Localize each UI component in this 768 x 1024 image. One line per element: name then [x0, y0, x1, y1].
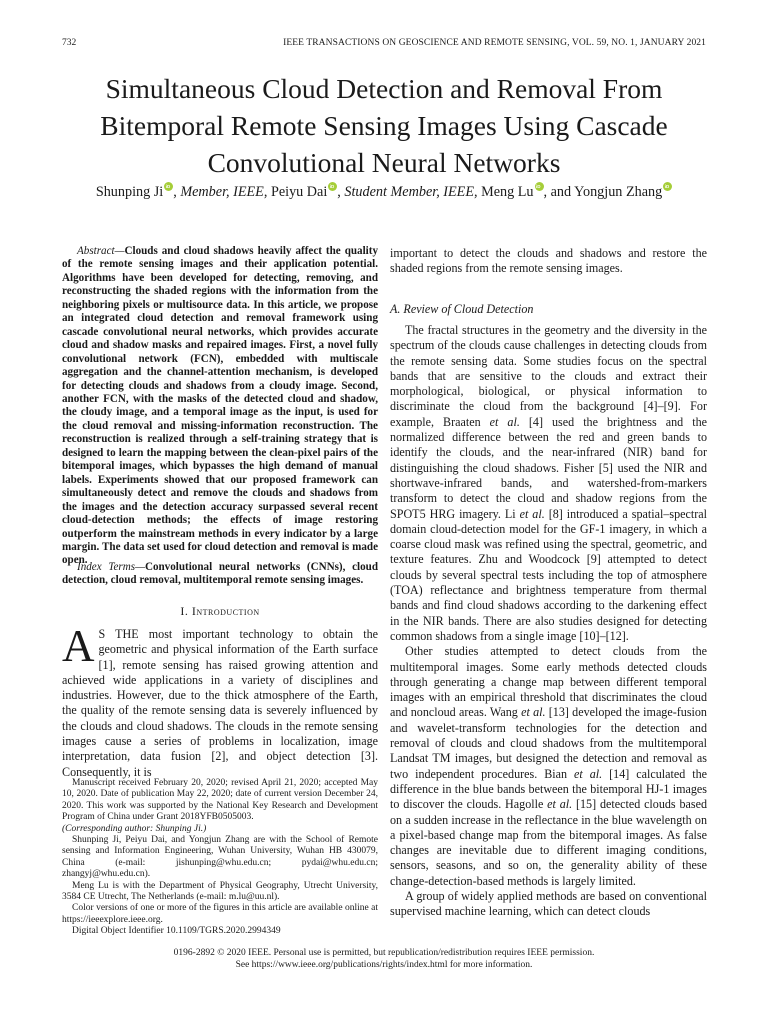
- drop-cap: A: [62, 621, 95, 671]
- section-heading: [62, 604, 378, 619]
- footnote-color: Color versions of one or more of the figures in this article are available online at https://ieeexplore.ieee.org.: [62, 903, 378, 925]
- paper-title: [40, 70, 728, 181]
- footnote-manuscript: Manuscript received February 20, 2020; revised April 21, 2020; accepted May 10, 2020. Date of publication May 22, 2020; date of current version December 24, 2020. This work was supported by the National Key Research and Development Program of China under Grant 2018YFB0505003. (Corresponding author: Shunping Ji.): [62, 778, 378, 834]
- copyright-notice: 0196-2892 © 2020 IEEE. Personal use is permitted, but republication/redistribution requires IEEE permission. See https://www.ieee.org/publications/rights/index.html for more information.: [173, 948, 595, 970]
- subsection-heading: A. Review of Cloud Detection: [390, 302, 534, 316]
- footnote-affiliation: Meng Lu is with the Department of Physical Geography, Utrecht University, 3584 CE Utrecht, The Netherlands (e-mail: m.lu@uu.nl).: [62, 880, 378, 903]
- orcid-icon[interactable]: [663, 182, 672, 191]
- intro-paragraph: [62, 621, 378, 780]
- abstract-label: Abstract—: [77, 245, 125, 257]
- author-name: Shunping Ji: [95, 184, 164, 200]
- index-terms-text: Convolutional neural networks (CNNs), cloud detection, cloud removal, multitemporal remote sensing images.: [62, 561, 378, 587]
- footnote-doi: Digital Object Identifier 10.1109/TGRS.2020.2994349: [72, 926, 281, 937]
- paragraph: Other studies attempted to detect clouds from the multitemporal images. Some early methods detected clouds through generating a change map between different temporal images with an empirical threshold that discriminates the cloud and noncloud areas. Wang et al. [13] developed the image-fusion and wavelet-transform technologies for the detection and removal of clouds and cloud shadows from the multitemporal Landsat TM images, but designed the detection and removal as two independent procedures. Bian et al. [14] calculated the difference in the blue bands between the bitemporal HJ-1 images to discover the clouds. Hagolle et al. [15] detected clouds based on a sudden increase in the reflectance in the blue wavelength on a pixel-based change map from the bitemporal images. As false changes are inevitable due to different imaging conditions, sensors, seasons, and so on, the generality ability of these change-detection-based methods is largely limited.: [390, 644, 708, 888]
- author-role: Member, IEEE: [180, 184, 264, 200]
- abstract-text: Clouds and cloud shadows heavily affect the quality of the remote sensing images and their application potential. Algorithms have been developed for detecting, removing, and reconstructing the shaded regions with the information from the neighboring pixels or multisource data. In this article, we propose an integrated cloud detection and removal framework using cascade convolutional neural networks, which provides accurate cloud and shadow masks and repaired images. First, a novel fully convolutional network (FCN), embedded with multiscale aggregation and the channel-attention mechanism, is developed for detecting clouds and shadows from a cloudy image. Second, another FCN, with the masks of the detected cloud and shadow, the cloudy image, and a temporal image as the input, is used for the cloud removal and missing-information reconstruction. The reconstruction is realized through a self-training strategy that is designed to learn the mapping between the clean-pixel pairs of the bitemporal images, which bypasses the high demand of manual labels. Experiments showed that our proposed framework can simultaneously detect and remove the clouds and shadows from the images and the detection accuracy surpassed several recent cloud-detection methods; the effects of image restoring outperform the mainstream methods in every indicator by a large margin. The data set used for cloud detection and removal is made open.: [62, 245, 378, 567]
- right-column-continuation: important to detect the clouds and shadows and restore the shaded regions from the remote sensing images.: [390, 246, 707, 276]
- index-terms-label: Index Terms—: [77, 561, 145, 573]
- orcid-icon[interactable]: [164, 182, 173, 191]
- abstract: [62, 245, 378, 568]
- title-line: Bitemporal Remote Sensing Images Using Cascade: [100, 110, 668, 141]
- orcid-icon[interactable]: [535, 182, 544, 191]
- running-head: IEEE TRANSACTIONS ON GEOSCIENCE AND REMOTE SENSING, VOL. 59, NO. 1, JANUARY 2021: [283, 38, 706, 48]
- paragraph: A group of widely applied methods are based on conventional supervised machine learning, which can detect clouds: [390, 888, 707, 919]
- footnote-affiliation: Shunping Ji, Peiyu Dai, and Yongjun Zhang are with the School of Remote sensing and Information Engineering, Wuhan University, Wuhan HB 430079, China (e-mail: jishunping@whu.edu.cn; pydai@whu.edu.cn; zhangyj@whu.edu.cn).: [62, 835, 378, 880]
- intro-lead: S THE: [98, 627, 139, 641]
- orcid-icon[interactable]: [328, 182, 337, 191]
- right-column-body: [390, 323, 707, 920]
- section-title: Introduction: [191, 604, 260, 618]
- page-number: 732: [62, 38, 77, 48]
- title-line: Convolutional Neural Networks: [207, 147, 561, 178]
- footnotes: [62, 778, 378, 938]
- paragraph: The fractal structures in the geometry and the diversity in the spectrum of the clouds cause challenges in detecting clouds from the remote sensing data. Some studies focus on the spectral bands that are sensitive to the clouds and extract their morphological, biological, or physical information to discriminate the cloud from the background [4]–[9]. For example, Braaten et al. [4] used the brightness and the normalized difference between the red and green bands to identify the clouds, and the near-infrared (NIR) band for distinguishing the cloud shadows. Fisher [5] used the NIR and shortwave-infrared bands, and watershed-from-markers transform to detect the cloud and shadow regions from the SPOT5 HRG imagery. Li et al. [8] introduced a spatial–spectral domain cloud-detection model for the GF-1 imagery, in which a coarse cloud mask was refined using the spectral, geometric, and texture features. Zhu and Woodcock [9] attempted to detect clouds by several spectral tests including the top of atmosphere (TOA) reflectance and brightness temperature from thermal bands and find cloud shadows according to the darkening effect in the NIR bands. There are also studies designed for detecting common shadows from a single image [10]–[12].: [390, 323, 707, 643]
- author-conjunction: and: [550, 184, 572, 200]
- title-line: Simultaneous Cloud Detection and Removal From: [105, 73, 663, 104]
- index-terms: [62, 561, 378, 588]
- corresponding-author: (Corresponding author: Shunping Ji.): [62, 823, 207, 834]
- section-numeral: I.: [180, 604, 189, 618]
- intro-text: most important technology to obtain the geometric and physical information of the Earth surface [1], remote sensing has raised growing attention and achieved wide applications in a variety of disciplines and industries. However, due to the thick atmosphere of the Earth, the quality of the remote sensing data is severely influenced by the clouds and cloud shadows. The clouds in the remote sensing images cause a series of problems in localization, image interpretation, data fusion [2], and object detection [3]. Consequently, it is: [62, 627, 378, 779]
- author-name: Meng Lu: [481, 184, 534, 200]
- author-list: Shunping JiiD , Member, IEEE, Peiyu DaiiD , Student Member, IEEE, Meng LuiD , and Yongjun ZhangiD: [40, 182, 728, 201]
- author-name: Peiyu Dai: [270, 184, 328, 200]
- author-name: Yongjun Zhang: [574, 184, 663, 200]
- author-role: Student Member, IEEE: [344, 184, 475, 200]
